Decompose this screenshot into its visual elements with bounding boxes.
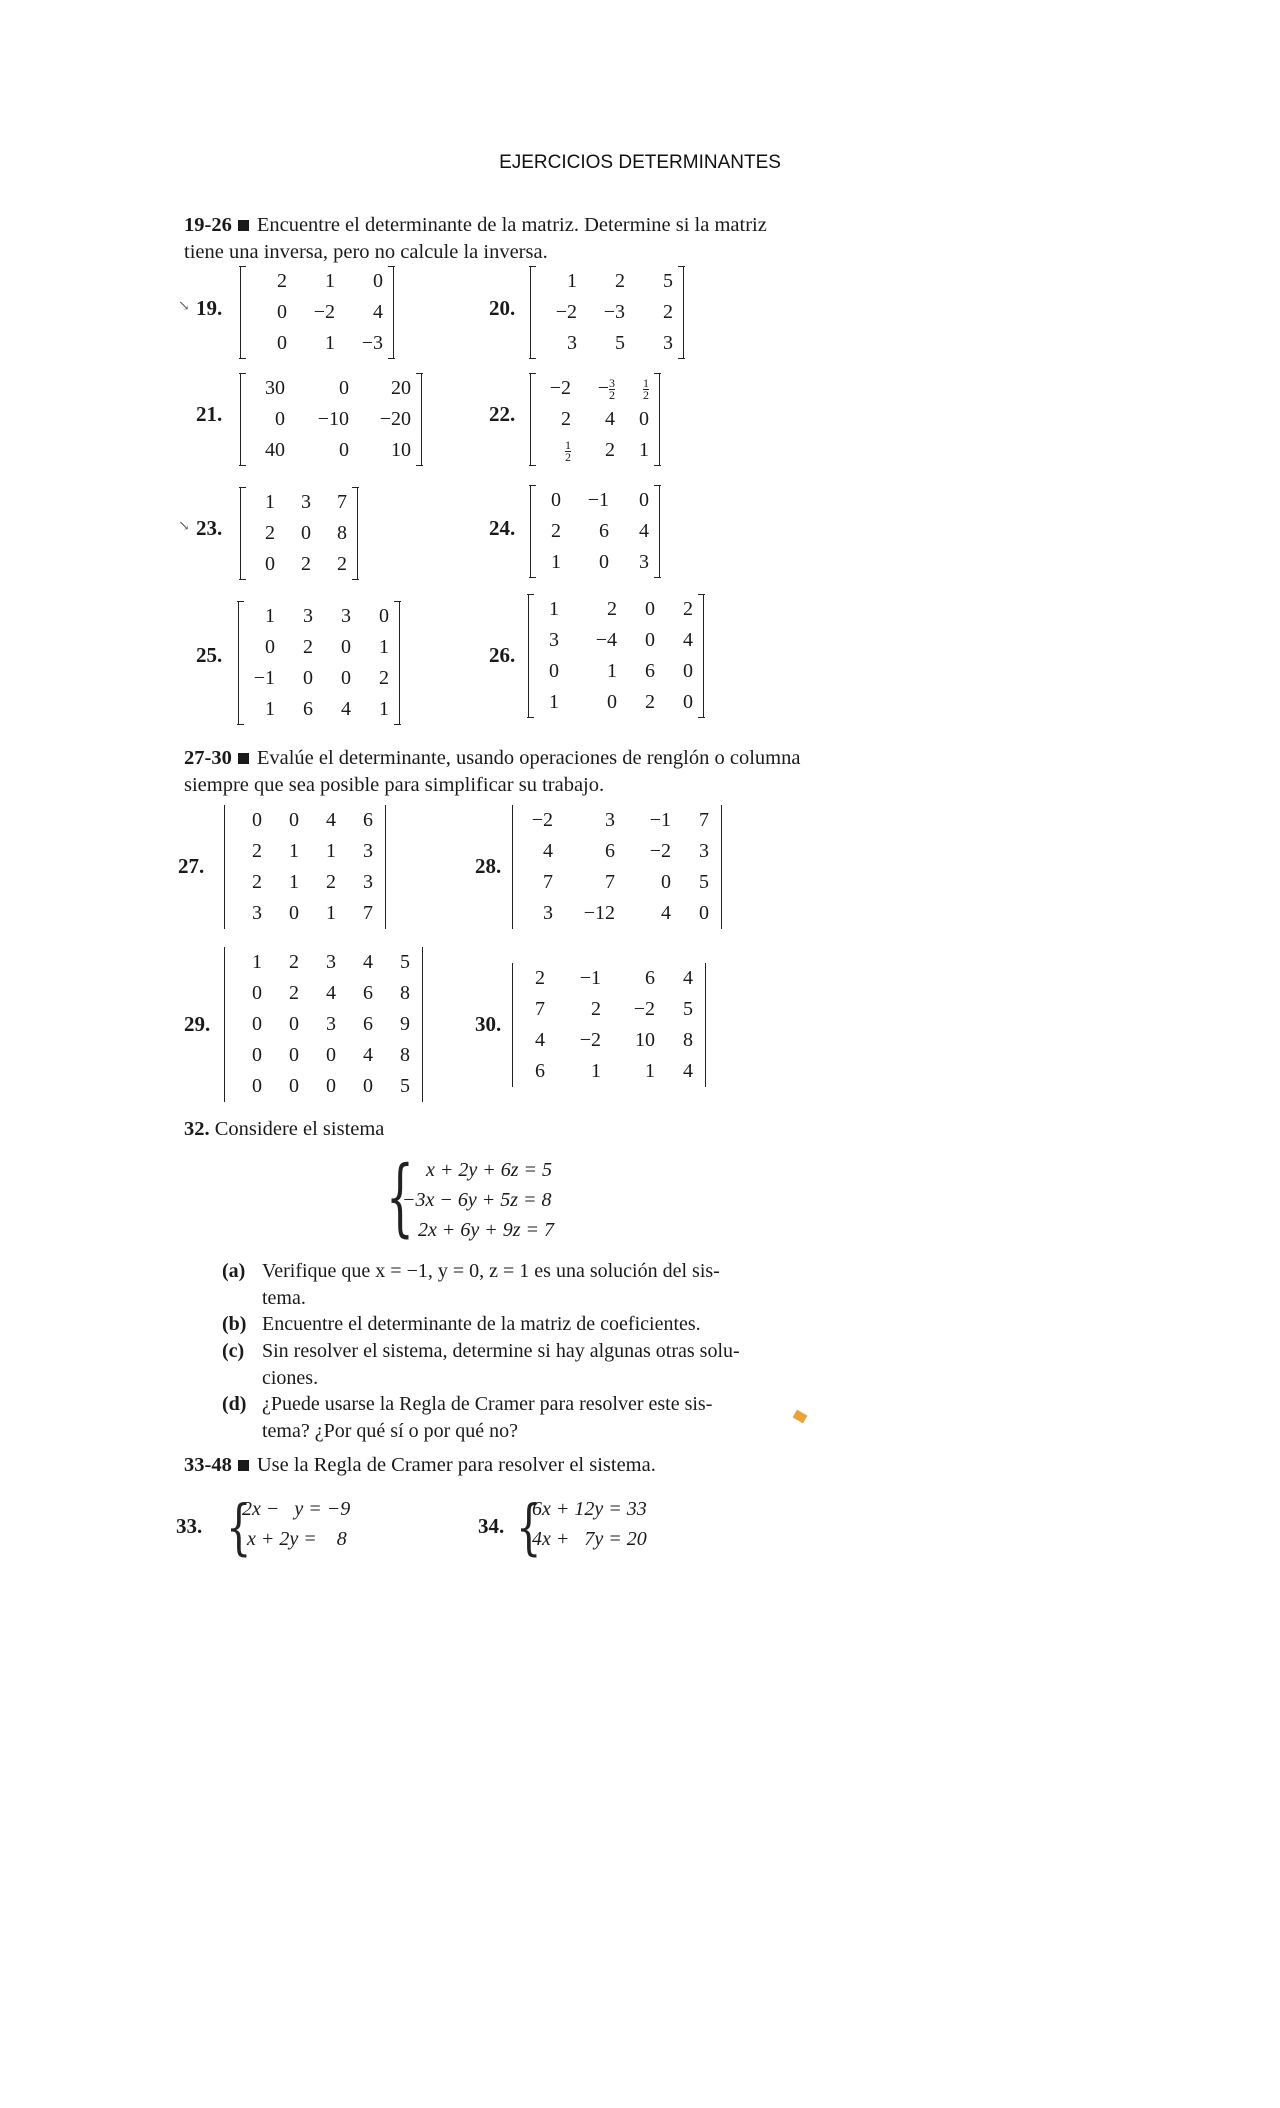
matrix-cell: 0	[289, 902, 299, 924]
matrix-cell: 0	[265, 553, 275, 575]
matrix-cell: 2	[663, 301, 673, 323]
matrix-cell: 0	[379, 605, 389, 627]
section-range: 33-48	[184, 1454, 232, 1476]
matrix-cell: 2	[645, 691, 655, 713]
matrix-cell: 6	[363, 1013, 373, 1035]
matrix-cell: 3	[567, 332, 577, 354]
matrix-cell: 4	[326, 982, 336, 1004]
matrix-cell: 1	[591, 1060, 601, 1082]
matrix-cell: −1	[587, 489, 609, 511]
matrix-cell: 20	[391, 377, 411, 399]
matrix-cell: −1	[579, 967, 601, 989]
problem-19-label: 19.	[196, 296, 223, 320]
problem-25-label: 25.	[196, 643, 223, 667]
matrix-cell: 0	[661, 871, 671, 893]
matrix-cell: 0	[252, 982, 262, 1004]
problem-22-label: 22.	[489, 402, 516, 426]
section-27-30-instructions	[184, 745, 804, 799]
matrix-cell: 8	[400, 1044, 410, 1066]
matrix-cell: 0	[301, 522, 311, 544]
problem-32-intro: Considere el sistema	[214, 1118, 385, 1140]
problem-23-matrix	[240, 487, 358, 580]
matrix-cell: 4	[683, 967, 693, 989]
matrix-cell: 0	[639, 408, 649, 430]
matrix-cell: 4	[661, 902, 671, 924]
part-label: (b)	[222, 1313, 247, 1335]
matrix-cell: 2	[303, 636, 313, 658]
matrix-cell: 0	[289, 1044, 299, 1066]
matrix-cell: 0	[277, 332, 287, 354]
p34-equation-2: 4x + 7y = 20	[532, 1528, 647, 1550]
matrix-cell: 10	[635, 1029, 655, 1051]
matrix-cell: 0	[275, 408, 285, 430]
matrix-cell: 6	[535, 1060, 545, 1082]
matrix-cell: 0	[551, 489, 561, 511]
matrix-cell: 1	[549, 598, 559, 620]
matrix-cell: 2	[683, 598, 693, 620]
square-bullet-icon	[238, 220, 249, 231]
matrix-cell: 4	[363, 951, 373, 973]
page-title: EJERCICIOS DETERMINANTES	[499, 152, 781, 173]
problem-32-part-a	[222, 1258, 802, 1312]
matrix-cell: 10	[391, 439, 411, 461]
matrix-cell: −1	[253, 667, 275, 689]
check-mark-icon: ↘	[178, 519, 190, 534]
matrix-cell: 0	[252, 1013, 262, 1035]
section-range: 27-30	[184, 747, 232, 769]
problem-19-matrix	[240, 266, 394, 359]
system-brace-icon: {	[226, 1492, 252, 1562]
problem-27-determinant	[224, 805, 386, 929]
matrix-cell: −4	[595, 629, 617, 651]
matrix-cell: 0	[277, 301, 287, 323]
problem-32-part-b	[222, 1311, 802, 1338]
matrix-cell: 0	[639, 489, 649, 511]
problem-22-matrix	[530, 373, 660, 466]
matrix-cell: 2	[289, 951, 299, 973]
matrix-cell: 7	[363, 902, 373, 924]
matrix-cell: $\frac{1}{2}$	[565, 437, 571, 464]
matrix-cell: −3	[361, 332, 383, 354]
matrix-cell: 2	[551, 520, 561, 542]
problem-30-determinant	[512, 963, 706, 1087]
matrix-cell: 3	[363, 840, 373, 862]
matrix-cell: 1	[326, 902, 336, 924]
matrix-cell: 1	[252, 951, 262, 973]
matrix-cell: 0	[341, 667, 351, 689]
matrix-cell: 0	[363, 1075, 373, 1097]
problem-32-heading	[184, 1118, 384, 1141]
problem-21-label: 21.	[196, 402, 223, 426]
matrix-cell: 2	[326, 871, 336, 893]
p33-equation-2: x + 2y = 8	[242, 1528, 347, 1550]
matrix-cell: 5	[663, 270, 673, 292]
matrix-cell: 1	[265, 491, 275, 513]
matrix-cell: 5	[683, 998, 693, 1020]
problem-23-label: 23.	[196, 516, 223, 540]
problem-25-matrix	[238, 601, 400, 725]
system-equation-2: −3x − 6y + 5z = 8	[402, 1189, 552, 1211]
matrix-cell: 3	[543, 902, 553, 924]
matrix-cell: 6	[605, 840, 615, 862]
matrix-cell: 1	[639, 439, 649, 461]
matrix-cell: 0	[303, 667, 313, 689]
matrix-cell: −12	[583, 902, 615, 924]
problem-30-label: 30.	[475, 1012, 502, 1036]
matrix-cell: 0	[289, 1075, 299, 1097]
part-label: (c)	[222, 1340, 245, 1362]
matrix-cell: 1	[265, 605, 275, 627]
matrix-cell: 0	[265, 636, 275, 658]
matrix-cell: 8	[683, 1029, 693, 1051]
section-33-48-instructions	[184, 1452, 804, 1479]
matrix-cell: 3	[252, 902, 262, 924]
section-text: Encuentre el determinante de la matriz. Determine si la matriz tiene una inversa, pero no calcule la inversa.	[184, 214, 767, 263]
matrix-cell: 3	[326, 1013, 336, 1035]
matrix-cell: −2	[313, 301, 335, 323]
part-label: (a)	[222, 1260, 246, 1282]
matrix-cell: 2	[252, 871, 262, 893]
part-text: ¿Puede usarse la Regla de Cramer para resolver este sis-	[262, 1393, 713, 1415]
matrix-cell: 2	[607, 598, 617, 620]
matrix-cell: −10	[317, 408, 349, 430]
matrix-cell: 6	[363, 809, 373, 831]
matrix-cell: 0	[289, 1013, 299, 1035]
matrix-cell: 7	[543, 871, 553, 893]
matrix-cell: 3	[303, 605, 313, 627]
matrix-cell: 1	[645, 1060, 655, 1082]
system-equation-1: x + 2y + 6z = 5	[426, 1159, 553, 1181]
matrix-cell: 2	[379, 667, 389, 689]
matrix-cell: 3	[605, 809, 615, 831]
system-brace-icon: {	[386, 1148, 414, 1246]
problem-20-matrix	[530, 266, 684, 359]
matrix-cell: 3	[639, 551, 649, 573]
matrix-cell: 2	[337, 553, 347, 575]
matrix-cell: 1	[551, 551, 561, 573]
matrix-cell: 1	[265, 698, 275, 720]
matrix-cell: 7	[535, 998, 545, 1020]
matrix-cell: 0	[289, 809, 299, 831]
matrix-cell: 0	[607, 691, 617, 713]
matrix-cell: 6	[599, 520, 609, 542]
matrix-cell: 4	[683, 629, 693, 651]
matrix-cell: 4	[363, 1044, 373, 1066]
matrix-cell: 7	[699, 809, 709, 831]
matrix-cell: −2	[549, 377, 571, 399]
matrix-cell: 1	[607, 660, 617, 682]
matrix-cell: 1	[567, 270, 577, 292]
section-range: 19-26	[184, 214, 232, 236]
check-mark-icon: ↘	[178, 299, 190, 314]
matrix-cell: −2	[579, 1029, 601, 1051]
matrix-cell: 2	[561, 408, 571, 430]
problem-28-determinant	[512, 805, 722, 929]
matrix-cell: 0	[683, 691, 693, 713]
matrix-cell: 8	[337, 522, 347, 544]
section-text: Use la Regla de Cramer para resolver el sistema.	[256, 1454, 656, 1476]
section-text: Evalúe el determinante, usando operaciones de renglón o columna siempre que sea posible para simplificar su trabajo.	[184, 747, 801, 796]
matrix-cell: −20	[379, 408, 411, 430]
matrix-cell: − $\frac{3}{2}$	[597, 375, 615, 402]
matrix-cell: 2	[301, 553, 311, 575]
matrix-cell: 8	[400, 982, 410, 1004]
matrix-cell: −2	[555, 301, 577, 323]
matrix-cell: 0	[645, 598, 655, 620]
matrix-cell: 3	[699, 840, 709, 862]
problem-24-matrix	[530, 485, 660, 578]
matrix-cell: 1	[325, 270, 335, 292]
matrix-cell: −2	[531, 809, 553, 831]
problem-28-label: 28.	[475, 854, 502, 878]
matrix-cell: 4	[535, 1029, 545, 1051]
matrix-cell: 4	[373, 301, 383, 323]
matrix-cell: −2	[649, 840, 671, 862]
matrix-cell: 1	[379, 636, 389, 658]
matrix-cell: 4	[543, 840, 553, 862]
system-equation-3: 2x + 6y + 9z = 7	[418, 1219, 555, 1241]
matrix-cell: 3	[363, 871, 373, 893]
section-19-26-instructions	[184, 212, 804, 266]
problem-24-label: 24.	[489, 516, 516, 540]
matrix-cell: 0	[326, 1075, 336, 1097]
matrix-cell: 4	[341, 698, 351, 720]
matrix-cell: 40	[265, 439, 285, 461]
matrix-cell: −3	[603, 301, 625, 323]
matrix-cell: $\frac{1}{2}$	[643, 375, 649, 402]
matrix-cell: 2	[265, 522, 275, 544]
matrix-cell: 0	[339, 439, 349, 461]
matrix-cell: 5	[699, 871, 709, 893]
matrix-cell: 0	[341, 636, 351, 658]
problem-32-part-d	[222, 1391, 802, 1445]
problem-32-label: 32.	[184, 1118, 210, 1140]
matrix-cell: −1	[649, 809, 671, 831]
matrix-cell: 0	[683, 660, 693, 682]
square-bullet-icon	[238, 753, 249, 764]
matrix-cell: 4	[605, 408, 615, 430]
matrix-cell: 0	[645, 629, 655, 651]
matrix-cell: 3	[549, 629, 559, 651]
matrix-cell: 0	[373, 270, 383, 292]
matrix-cell: 3	[326, 951, 336, 973]
matrix-cell: 2	[252, 840, 262, 862]
matrix-cell: 3	[663, 332, 673, 354]
matrix-cell: 4	[683, 1060, 693, 1082]
matrix-cell: 3	[341, 605, 351, 627]
matrix-cell: 7	[337, 491, 347, 513]
matrix-cell: 0	[252, 809, 262, 831]
matrix-cell: 1	[326, 840, 336, 862]
matrix-cell: 6	[645, 967, 655, 989]
matrix-cell: 2	[605, 439, 615, 461]
matrix-cell: 6	[363, 982, 373, 1004]
problem-29-determinant	[224, 947, 423, 1102]
matrix-cell: 0	[549, 660, 559, 682]
matrix-cell: 1	[379, 698, 389, 720]
matrix-cell: 30	[265, 377, 285, 399]
matrix-cell: 6	[303, 698, 313, 720]
matrix-cell: 5	[400, 951, 410, 973]
problem-20-label: 20.	[489, 296, 516, 320]
matrix-cell: 6	[645, 660, 655, 682]
p34-equation-1: 6x + 12y = 33	[532, 1498, 647, 1520]
part-text: Sin resolver el sistema, determine si hay algunas otras solu-	[262, 1340, 740, 1362]
matrix-cell: 0	[326, 1044, 336, 1066]
matrix-cell: 5	[615, 332, 625, 354]
matrix-cell: 9	[400, 1013, 410, 1035]
matrix-cell: 2	[591, 998, 601, 1020]
part-text: Verifique que x = −1, y = 0, z = 1 es una solución del sis-	[262, 1260, 720, 1282]
part-label: (d)	[222, 1393, 247, 1415]
system-brace-icon: {	[516, 1492, 542, 1562]
part-text-continued: ciones.	[262, 1367, 319, 1389]
problem-32-part-c	[222, 1338, 802, 1392]
part-text-continued: tema.	[262, 1287, 306, 1309]
matrix-cell: 0	[599, 551, 609, 573]
problem-21-matrix	[240, 373, 422, 466]
matrix-cell: 2	[289, 982, 299, 1004]
part-text: Encuentre el determinante de la matriz de coeficientes.	[262, 1313, 701, 1335]
problem-27-label: 27.	[178, 854, 205, 878]
problem-26-label: 26.	[489, 643, 516, 667]
p33-equation-1: 2x − y = −9	[242, 1498, 351, 1520]
matrix-cell: 3	[301, 491, 311, 513]
part-text-continued: tema? ¿Por qué sí o por qué no?	[262, 1420, 519, 1442]
matrix-cell: 4	[326, 809, 336, 831]
matrix-cell: 0	[252, 1044, 262, 1066]
matrix-cell: 5	[400, 1075, 410, 1097]
problem-26-matrix	[528, 594, 704, 718]
problem-29-label: 29.	[184, 1012, 211, 1036]
matrix-cell: 1	[325, 332, 335, 354]
matrix-cell: 4	[639, 520, 649, 542]
problem-33-label: 33.	[176, 1514, 203, 1538]
matrix-cell: 0	[699, 902, 709, 924]
problem-34-label: 34.	[478, 1514, 505, 1538]
matrix-cell: 2	[535, 967, 545, 989]
square-bullet-icon	[238, 1460, 249, 1471]
matrix-cell: 0	[339, 377, 349, 399]
matrix-cell: 7	[605, 871, 615, 893]
matrix-cell: 1	[289, 840, 299, 862]
matrix-cell: 0	[252, 1075, 262, 1097]
matrix-cell: −2	[633, 998, 655, 1020]
matrix-cell: 2	[277, 270, 287, 292]
matrix-cell: 2	[615, 270, 625, 292]
matrix-cell: 1	[289, 871, 299, 893]
matrix-cell: 1	[549, 691, 559, 713]
